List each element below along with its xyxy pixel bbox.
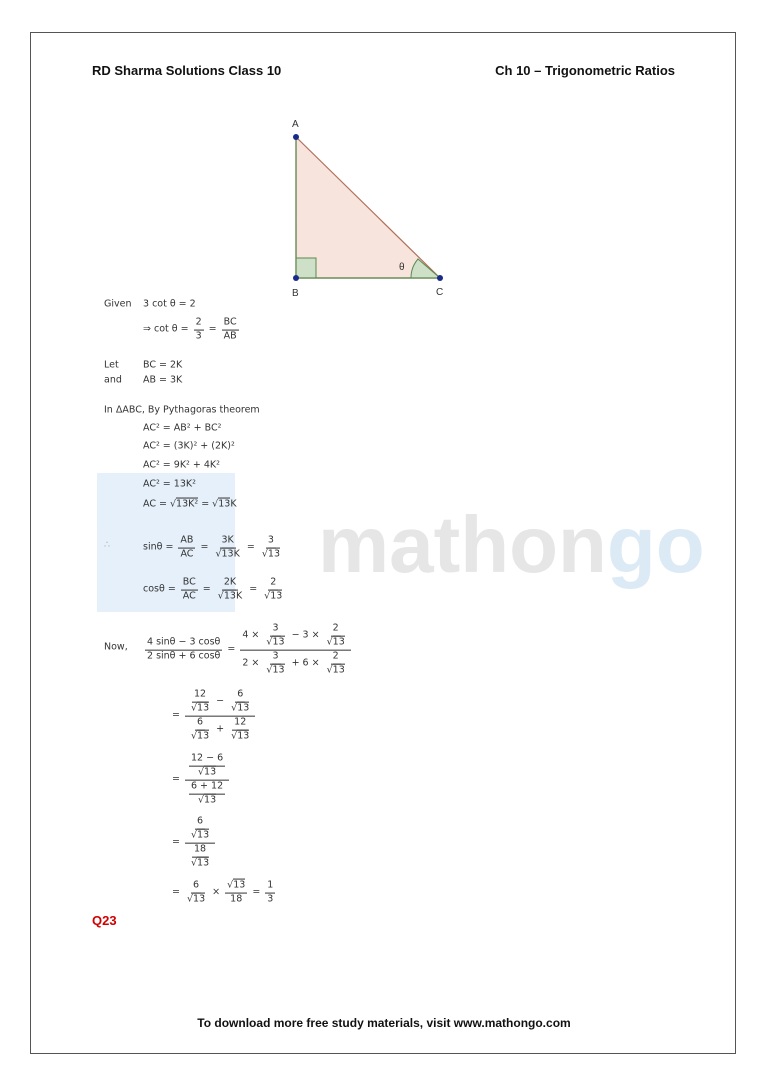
numerator [220,536,236,549]
numerator [240,624,350,651]
fraction [240,624,350,677]
radical-sign-icon: √ [169,498,177,510]
math-text: AB = 3K [143,374,183,386]
math-line [143,500,237,511]
denominator [194,331,204,343]
math-text: 2 [270,576,277,588]
fraction [264,624,286,649]
math-text: 6 [193,879,200,891]
math-text: = [224,643,239,655]
math-text: 4 sinθ − 3 cosθ [147,636,221,648]
numerator [268,578,278,591]
denominator [213,549,241,561]
denominator [189,830,211,842]
radicand: 13 [204,794,217,806]
numerator [235,690,245,703]
square-root [231,731,249,742]
radicand: 13 [237,702,250,714]
numerator [185,817,215,844]
square-root [266,665,284,676]
numerator [232,718,248,731]
denominator [196,767,218,779]
numerator [331,624,341,637]
fraction [189,817,211,842]
fraction [216,578,244,603]
square-root [327,665,345,676]
denominator [229,730,251,742]
math-text: = [198,498,213,510]
fraction [178,536,195,561]
triangle-figure [0,0,768,310]
math-text: AC² = 13K² [143,478,196,490]
fraction [225,881,247,906]
radicand: 13 [204,766,217,778]
square-root [215,550,233,561]
radicand: 13 [270,590,283,602]
radicand: 13 [218,498,231,510]
radical-sign-icon: √ [231,702,238,714]
math-text: 6 [197,716,204,728]
math-text: = [205,323,220,335]
header-chapter-title: Ch 10 – Trigonometric Ratios [495,63,675,78]
math-text: − 3 × [288,629,323,641]
numerator [270,652,280,665]
fraction [189,754,225,779]
radicand: 13 [193,893,206,905]
radicand: 13 [272,664,285,676]
math-line [143,376,182,387]
math-text: + [213,723,228,735]
square-root [227,881,245,892]
numerator [181,578,198,591]
square-root [191,858,209,869]
square-root [218,592,236,603]
denominator [185,894,207,906]
label-pythagoras: In ΔABC, By Pythagoras theorem [104,404,260,416]
label-let: Let [104,359,119,371]
numerator [189,782,225,795]
denominator [185,781,229,807]
fraction [185,817,215,870]
denominator [185,844,215,870]
numerator [192,690,208,703]
denominator [189,857,211,869]
math-line [143,578,286,603]
denominator [178,549,195,561]
denominator [325,664,347,676]
radicand: 13 [221,548,234,560]
math-text: = [243,541,258,553]
math-text: = [172,836,183,848]
triangle-abc [296,137,440,278]
fraction [262,578,284,603]
footer-text: To download more free study materials, visit www.mathongo.com [197,1016,571,1030]
radical-sign-icon: √ [261,548,268,560]
fraction [185,690,255,743]
fraction [265,881,275,906]
denominator [262,591,284,603]
math-line [143,318,241,343]
numerator [195,718,205,731]
square-root [231,704,249,715]
denominator [325,637,347,649]
math-text: 6 + 12 [190,780,224,792]
square-root [191,731,209,742]
math-text: BC [223,316,237,328]
question-number: Q23 [92,913,117,928]
radical-sign-icon: √ [264,590,271,602]
square-root [191,704,209,715]
vertex-c-label: C [436,287,444,298]
numerator [191,881,201,894]
label-and: and [104,374,122,386]
radicand: 13 [197,829,210,841]
radical-sign-icon: √ [326,636,333,648]
math-text: 4 × [242,629,263,641]
fraction [181,578,198,603]
numerator [265,881,275,894]
math-text: 6 [237,688,244,700]
radicand: 13 [223,590,236,602]
radicand: 13 [332,636,345,648]
math-text: 1 [267,879,274,891]
radical-sign-icon: √ [197,794,205,806]
radicand: 13 [332,664,345,676]
fraction [145,638,222,663]
square-root [198,795,216,806]
math-text: 3K [221,534,234,546]
square-root [198,768,216,779]
math-text: AC² = (3K)² + (2K)² [143,440,235,452]
fraction [185,754,229,807]
math-text: − [213,695,228,707]
math-text: AB [180,534,194,546]
numerator [270,624,280,637]
math-text: = [197,541,212,553]
denominator [189,730,211,742]
angle-theta-arc [411,259,440,278]
math-text: AC [182,590,196,602]
math-line [143,480,196,491]
denominator [240,651,350,677]
radicand: 13 [233,879,246,891]
math-text: 18 [230,893,243,905]
square-root [191,831,209,842]
numerator [222,578,238,591]
numerator [178,536,195,549]
math-text: AB [223,330,237,342]
fraction [189,718,211,743]
watermark-text [318,500,705,589]
math-text: 2 sinθ + 6 cosθ [147,650,221,662]
math-text: BC = 2K [143,359,183,371]
radical-sign-icon: √ [190,829,198,841]
math-line [143,461,220,472]
radical-sign-icon: √ [266,636,273,648]
math-text: BC [182,576,196,588]
math-text: 12 [234,716,247,728]
fraction [264,652,286,677]
radical-sign-icon: √ [231,730,238,742]
fraction [229,690,251,715]
numerator [185,754,229,781]
radical-sign-icon: √ [217,590,224,602]
square-root [264,592,282,603]
math-text: sinθ = [143,541,177,553]
fraction [260,536,282,561]
math-text: 2 × [242,657,263,669]
math-text: 3 [267,534,274,546]
math-text: AC = [143,498,170,510]
math-line [143,624,353,677]
fraction [222,318,239,343]
denominator [222,331,239,343]
vertex-b-label: B [292,288,299,299]
label-now: Now, [104,641,128,653]
math-text: K [230,498,237,510]
denominator [181,591,198,603]
fraction [194,318,204,343]
square-root [327,638,345,649]
radical-sign-icon: √ [190,857,198,869]
math-text: 2 [195,316,202,328]
watermark-main: mathon [318,500,607,589]
radicand: 13 [267,548,280,560]
fraction [189,782,225,807]
math-text: 18 [194,843,207,855]
radicand: 13 [237,730,250,742]
label-therefore: ∴ [104,539,111,551]
math-line [143,424,221,435]
denominator [260,549,282,561]
math-line [172,754,231,807]
math-text: 3 cot θ = 2 [143,298,196,310]
math-line [143,442,235,453]
math-text: AC² = AB² + BC² [143,422,222,434]
fraction [185,881,207,906]
numerator [222,318,239,331]
math-text: 3 [267,893,274,905]
numerator [194,318,204,331]
radical-sign-icon: √ [227,879,234,891]
fraction [325,652,347,677]
square-root [212,500,230,511]
math-text: = [246,583,261,595]
math-text: + 6 × [288,657,323,669]
label-given: Given [104,298,132,310]
math-text: K [235,590,243,602]
math-text: 12 [194,688,207,700]
denominator [185,717,255,743]
fraction [213,536,241,561]
denominator [189,703,211,715]
fraction [189,845,211,870]
math-text: 2 [332,650,339,662]
denominator [228,894,244,906]
watermark-accent: go [606,500,705,589]
math-text: = [172,886,183,898]
radical-sign-icon: √ [186,893,194,905]
radical-sign-icon: √ [197,766,205,778]
math-text: = [172,773,183,785]
denominator [216,591,244,603]
math-line [172,817,217,870]
radicand: 13 [197,730,210,742]
math-text: 3 [195,330,202,342]
numerator [189,754,225,767]
denominator [264,637,286,649]
math-text: 12 − 6 [190,752,224,764]
fraction [325,624,347,649]
radical-sign-icon: √ [215,548,222,560]
numerator [192,845,208,858]
radical-sign-icon: √ [190,730,198,742]
radicand: 13 [197,702,210,714]
denominator [265,894,275,906]
math-text: AC [180,548,194,560]
math-line [143,536,284,561]
radicand: 13 [272,636,285,648]
radicand: 13K² [176,498,199,510]
radical-sign-icon: √ [326,664,333,676]
square-root [266,638,284,649]
math-line [143,361,182,372]
denominator [229,703,251,715]
math-text: 2K [223,576,237,588]
header-book-title: RD Sharma Solutions Class 10 [92,63,282,78]
right-angle-marker [296,258,316,278]
square-root [170,500,198,511]
radicand: 13 [197,857,210,869]
vertex-c-point [437,275,443,281]
math-text: × [209,886,224,898]
denominator [196,794,218,806]
numerator [195,817,205,830]
fraction [229,718,251,743]
square-root [187,895,205,906]
math-line [172,881,277,906]
denominator [264,664,286,676]
math-text: 2 [332,622,339,634]
math-text: = [172,709,183,721]
square-root [262,550,280,561]
math-text: ⇒ cot θ = [143,323,192,335]
math-text: 6 [197,815,204,827]
math-line [143,300,196,311]
math-text: cosθ = [143,583,179,595]
radical-sign-icon: √ [190,702,198,714]
angle-theta-label: θ [399,262,405,273]
numerator [145,638,222,651]
math-text: 3 [272,650,279,662]
fraction [189,690,211,715]
vertex-a-point [293,134,299,140]
math-text: K [233,548,240,560]
denominator [145,651,222,663]
vertex-a-label: A [292,119,299,130]
math-line [172,690,257,743]
numerator [185,690,255,717]
math-text: = [249,886,264,898]
math-text: 3 [272,622,279,634]
numerator [266,536,276,549]
numerator [331,652,341,665]
math-text: AC² = 9K² + 4K² [143,459,220,471]
radical-sign-icon: √ [266,664,273,676]
math-text: = [199,583,214,595]
radical-sign-icon: √ [212,498,219,510]
vertex-b-point [293,275,299,281]
numerator [225,881,247,894]
